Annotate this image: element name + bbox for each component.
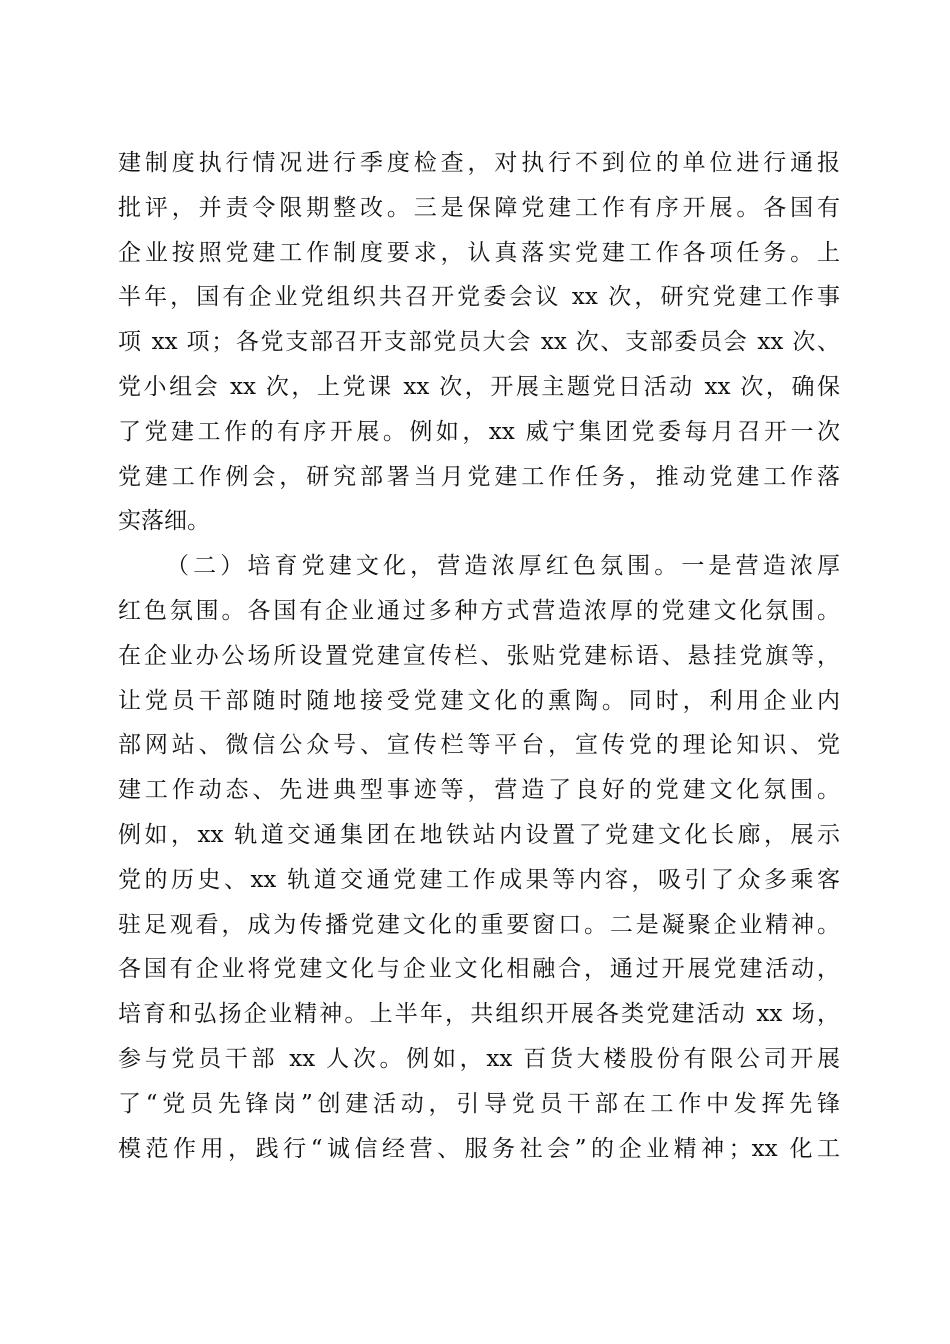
- document-body: [118, 141, 840, 1171]
- text-line: 党小组会 xx 次，上党课 xx 次，开展主题党日活动 xx 次，确保: [118, 373, 840, 400]
- text-line: 参与党员干部 xx 人次。例如，xx 百货大楼股份有限公司开展: [118, 1045, 840, 1072]
- text-line: 各国有企业将党建文化与企业文化相融合，通过开展党建活动，: [118, 956, 840, 983]
- text-line: 了“党员先锋岗”创建活动，引导党员干部在工作中发挥先锋: [118, 1090, 840, 1117]
- text-line: 了党建工作的有序开展。例如，xx 威宁集团党委每月召开一次: [118, 418, 840, 445]
- text-line: 党的历史、xx 轨道交通党建工作成果等内容，吸引了众多乘客: [118, 866, 840, 893]
- text-line: 项 xx 项；各党支部召开支部党员大会 xx 次、支部委员会 xx 次、: [118, 329, 840, 356]
- text-line: 企业按照党建工作制度要求，认真落实党建工作各项任务。上: [118, 239, 840, 266]
- section-heading-line: （二）培育党建文化，营造浓厚红色氛围。一是营造浓厚: [166, 553, 840, 580]
- text-line: 实落细。: [118, 508, 210, 535]
- text-line: 批评，并责令限期整改。三是保障党建工作有序开展。各国有: [118, 194, 840, 221]
- text-line: 模范作用，践行“诚信经营、服务社会”的企业精神；xx 化工: [118, 1135, 840, 1162]
- text-line: 培育和弘扬企业精神。上半年，共组织开展各类党建活动 xx 场，: [118, 1001, 840, 1028]
- text-line: 建工作动态、先进典型事迹等，营造了良好的党建文化氛围。: [118, 777, 840, 804]
- text-line: 党建工作例会，研究部署当月党建工作任务，推动党建工作落: [118, 463, 840, 490]
- text-line: 部网站、微信公众号、宣传栏等平台，宣传党的理论知识、党: [118, 732, 840, 759]
- text-line: 驻足观看，成为传播党建文化的重要窗口。二是凝聚企业精神。: [118, 911, 840, 938]
- text-line: 建制度执行情况进行季度检查，对执行不到位的单位进行通报: [118, 150, 840, 176]
- text-line: 在企业办公场所设置党建宣传栏、张贴党建标语、悬挂党旗等，: [118, 642, 840, 669]
- text-line: 例如，xx 轨道交通集团在地铁站内设置了党建文化长廊，展示: [118, 821, 840, 848]
- text-line: 让党员干部随时随地接受党建文化的熏陶。同时，利用企业内: [118, 687, 840, 714]
- text-line: 红色氛围。各国有企业通过多种方式营造浓厚的党建文化氛围。: [118, 597, 840, 624]
- text-line: 半年，国有企业党组织共召开党委会议 xx 次，研究党建工作事: [118, 284, 840, 311]
